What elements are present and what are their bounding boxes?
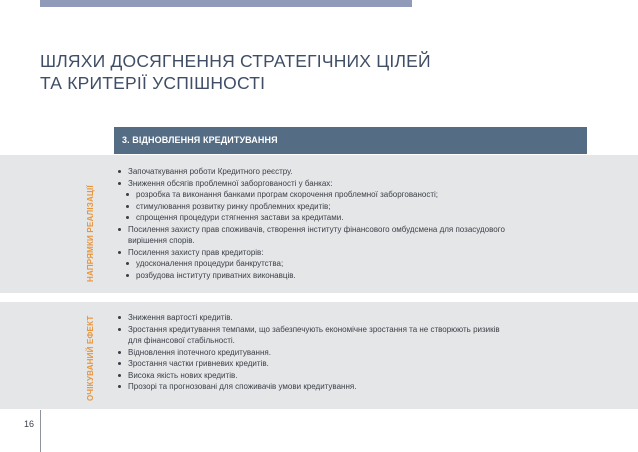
bullet-icon	[118, 251, 121, 254]
list-subitem: розробка та виконання банками програм скорочення проблемної заборгованості;	[118, 189, 563, 201]
effects-list	[118, 312, 563, 393]
bullet-icon	[118, 374, 121, 377]
bullet-icon	[118, 182, 121, 185]
list-item: Висока якість нових кредитів.	[118, 370, 563, 382]
list-item: Прозорі та прогнозовані для споживачів умови кредитування.	[118, 381, 563, 393]
list-item-continuation: для фінансової стабільності.	[128, 336, 235, 345]
bullet-icon	[118, 351, 121, 354]
bullet-icon	[126, 193, 129, 196]
list-subitem: стимулювання розвитку ринку проблемних кредитів;	[118, 201, 563, 213]
list-item: Зниження вартості кредитів.	[118, 312, 563, 324]
list-item-continuation: вирішення спорів.	[128, 236, 195, 245]
bullet-icon	[118, 328, 121, 331]
effects-label: ОЧІКУВАНИЙ ЕФЕКТ	[86, 315, 95, 401]
list-item: Зростання частки гривневих кредитів.	[118, 358, 563, 370]
bullet-icon	[126, 205, 129, 208]
list-item: Посилення захисту прав споживачів, створення інституту фінансового омбудсмена для позасудового	[118, 224, 563, 236]
list-item: Відновлення іпотечного кредитування.	[118, 347, 563, 359]
bullet-icon	[118, 228, 121, 231]
page-title	[40, 50, 560, 94]
bullet-icon	[118, 385, 121, 388]
section-header: 3. ВІДНОВЛЕННЯ КРЕДИТУВАННЯ	[114, 127, 587, 154]
bullet-icon	[126, 216, 129, 219]
list-item: Зниження обсягів проблемної заборгованості у банках:	[118, 178, 563, 190]
bullet-icon	[118, 170, 121, 173]
list-subitem: удосконалення процедури банкрутства;	[118, 258, 563, 270]
list-subitem: спрощення процедури стягнення застави за кредитами.	[118, 212, 563, 224]
list-item: Посилення захисту прав кредиторів:	[118, 247, 563, 259]
page-title-line-2: ТА КРИТЕРІЇ УСПІШНОСТІ	[40, 73, 266, 93]
top-decorative-band	[40, 0, 412, 7]
directions-list	[118, 166, 563, 281]
bullet-icon	[126, 262, 129, 265]
list-item: Започаткування роботи Кредитного реєстру.	[118, 166, 563, 178]
page-divider	[40, 410, 41, 452]
bullet-icon	[118, 316, 121, 319]
list-item: Зростання кредитування темпами, що забезпечують економічне зростання та не створюють ризиків	[118, 324, 563, 336]
directions-label: НАПРЯМКИ РЕАЛІЗАЦІЇ	[86, 185, 95, 282]
bullet-icon	[126, 274, 129, 277]
page-title-line-1: ШЛЯХИ ДОСЯГНЕННЯ СТРАТЕГІЧНИХ ЦІЛЕЙ	[40, 51, 431, 71]
page-number: 16	[24, 419, 35, 429]
bullet-icon	[118, 362, 121, 365]
list-subitem: розбудова інституту приватних виконавців.	[118, 270, 563, 282]
